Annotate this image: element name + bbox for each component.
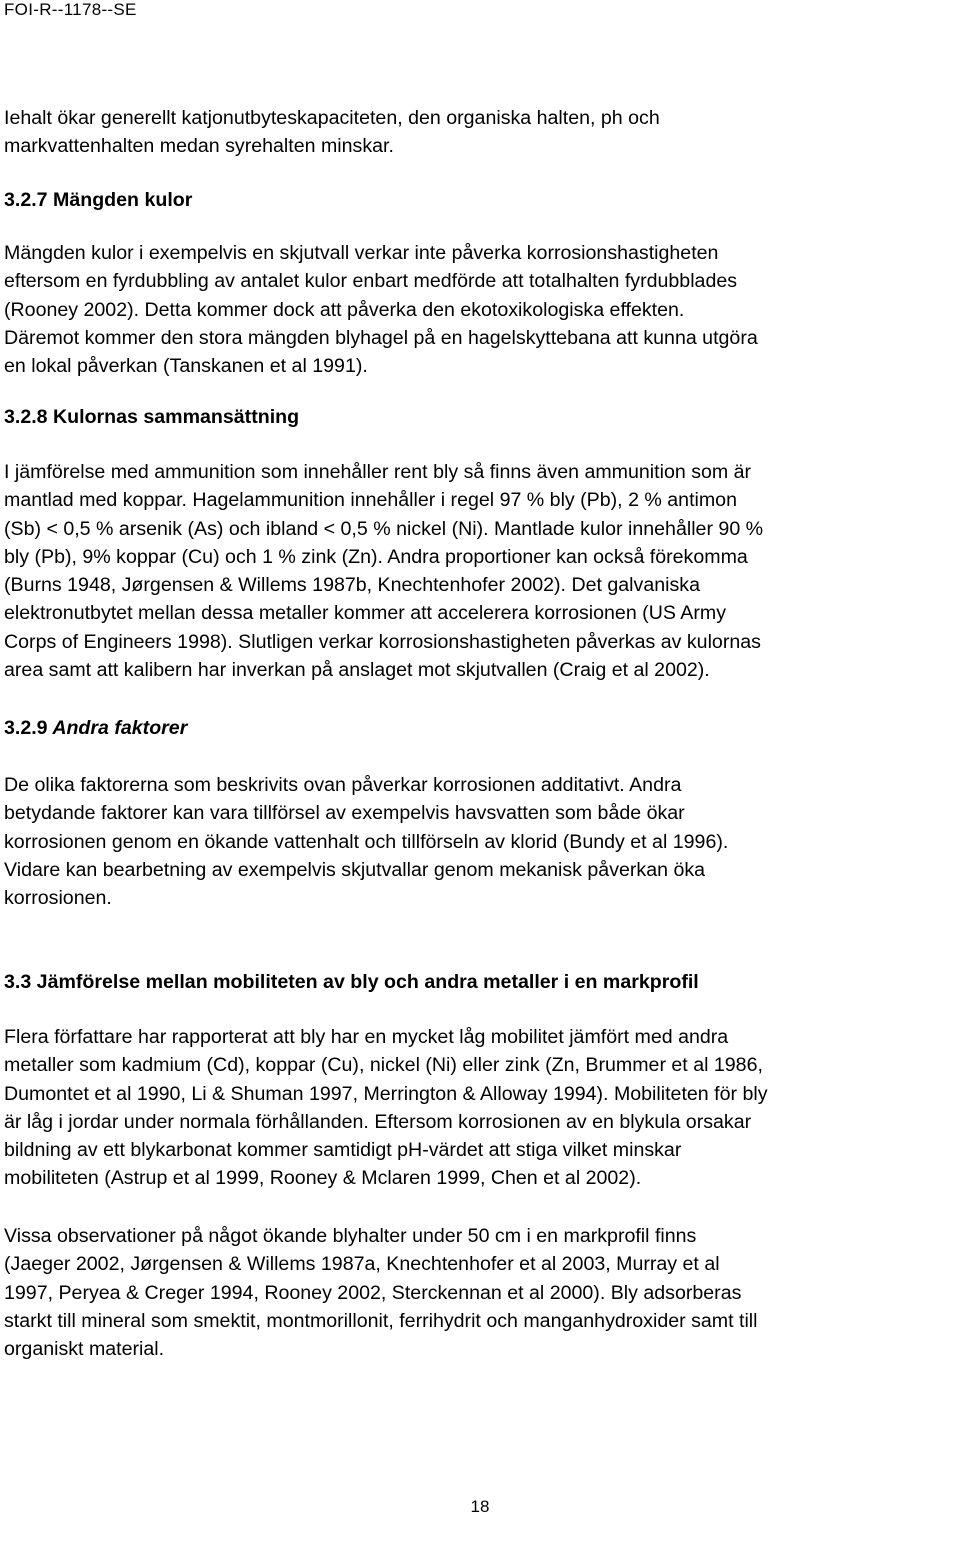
text-line: korrosionen genom en ökande vattenhalt och tillförseln av klorid (Bundy et al 1996). bbox=[4, 830, 729, 853]
text-line: organiskt material. bbox=[4, 1338, 165, 1361]
page-number: 18 bbox=[470, 1497, 490, 1516]
text-line: markvattenhalten medan syrehalten minskar. bbox=[4, 135, 394, 158]
text-line: (Burns 1948, Jørgensen & Willems 1987b, Knechtenhofer 2002). Det galvaniska bbox=[4, 574, 700, 597]
text-line: Vissa observationer på något ökande blyhalter under 50 cm i en markprofil finns bbox=[4, 1225, 697, 1247]
text-line: Iehalt ökar generellt katjonutbyteskapaciteten, den organiska halten, ph och bbox=[4, 107, 660, 129]
paragraph-sammansattning bbox=[4, 458, 959, 684]
text-line: mobiliteten (Astrup et al 1999, Rooney & Mclaren 1999, Chen et al 2002). bbox=[4, 1167, 642, 1190]
text-line: starkt till mineral som smektit, montmorillonit, ferrihydrit och manganhydroxider samt till bbox=[4, 1309, 758, 1332]
section-heading-3-2-8: 3.2.8 Kulornas sammansättning bbox=[4, 406, 300, 428]
paragraph-kulor bbox=[4, 239, 959, 380]
paragraph-andra-faktorer bbox=[4, 771, 959, 912]
text-line: korrosionen. bbox=[4, 887, 112, 910]
text-line: I jämförelse med ammunition som innehåller rent bly så finns även ammunition som är bbox=[4, 461, 752, 483]
text-line: De olika faktorerna som beskrivits ovan påverkar korrosionen additativt. Andra bbox=[4, 774, 682, 796]
text-line: eftersom en fyrdubbling av antalet kulor enbart medförde att totalhalten fyrdubblades bbox=[4, 270, 738, 293]
text-line: elektronutbytet mellan dessa metaller kommer att accelerera korrosionen (US Army bbox=[4, 602, 726, 625]
text-line: Däremot kommer den stora mängden blyhagel på en hagelskyttebana att kunna utgöra bbox=[4, 326, 758, 349]
text-line: Flera författare har rapporterat att bly har en mycket låg mobilitet jämfört med andra bbox=[4, 1026, 729, 1048]
paragraph-mobilitet bbox=[4, 1023, 959, 1193]
paragraph-observationer bbox=[4, 1222, 959, 1363]
text-line: en lokal påverkan (Tanskanen et al 1991). bbox=[4, 355, 368, 378]
text-line: bildning av ett blykarbonat kommer samtidigt pH-värdet att stiga vilket minskar bbox=[4, 1139, 682, 1162]
section-heading-3-2-7: 3.2.7 Mängden kulor bbox=[4, 189, 193, 211]
section-heading-3-2-9 bbox=[4, 714, 187, 742]
text-line: bly (Pb), 9% koppar (Cu) och 1 % zink (Zn). Andra proportioner kan också förekomma bbox=[4, 545, 748, 568]
text-line: area samt att kalibern har inverkan på anslaget mot skjutvallen (Craig et al 2002). bbox=[4, 659, 710, 682]
text-line: mantlad med koppar. Hagelammunition innehåller i regel 97 % bly (Pb), 2 % antimon bbox=[4, 489, 737, 512]
paragraph-intro bbox=[4, 104, 959, 161]
text-line: Corps of Engineers 1998). Slutligen verkar korrosionshastigheten påverkas av kulornas bbox=[4, 630, 761, 653]
text-line: (Sb) < 0,5 % arsenik (As) och ibland < 0,5 % nickel (Ni). Mantlade kulor innehåller 90 % bbox=[4, 517, 764, 540]
section-heading-3-3: 3.3 Jämförelse mellan mobiliteten av bly och andra metaller i en markprofil bbox=[4, 971, 699, 993]
section-title: Andra faktorer bbox=[52, 717, 188, 739]
text-line: Vidare kan bearbetning av exempelvis skjutvallar genom mekanisk påverkan öka bbox=[4, 858, 706, 881]
text-line: betydande faktorer kan vara tillförsel av exempelvis havsvatten som både ökar bbox=[4, 802, 685, 825]
section-number: 3.2.9 bbox=[4, 717, 48, 739]
text-line: Dumontet et al 1990, Li & Shuman 1997, Merrington & Alloway 1994). Mobiliteten för bly bbox=[4, 1082, 768, 1105]
text-line: (Rooney 2002). Detta kommer dock att påverka den ekotoxikologiska effekten. bbox=[4, 298, 685, 321]
text-line: är låg i jordar under normala förhållanden. Eftersom korrosionen av en blykula orsakar bbox=[4, 1110, 752, 1133]
text-line: metaller som kadmium (Cd), koppar (Cu), nickel (Ni) eller zink (Zn, Brummer et al 1986, bbox=[4, 1054, 763, 1077]
text-line: Mängden kulor i exempelvis en skjutvall verkar inte påverka korrosionshastigheten bbox=[4, 242, 719, 264]
text-line: (Jaeger 2002, Jørgensen & Willems 1987a, Knechtenhofer et al 2003, Murray et al bbox=[4, 1253, 720, 1276]
text-line: 1997, Peryea & Creger 1994, Rooney 2002, Sterckennan et al 2000). Bly adsorberas bbox=[4, 1281, 742, 1304]
document-id-header: FOI-R--1178--SE bbox=[4, 0, 137, 19]
